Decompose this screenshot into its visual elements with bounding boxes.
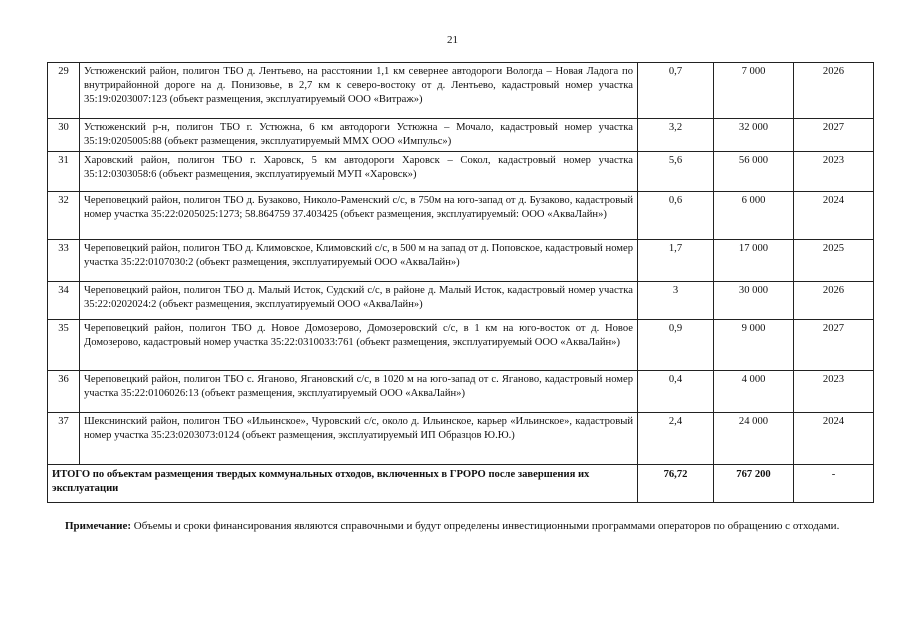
row-description: Череповецкий район, полигон ТБО с. Ягановo, Ягановский с/с, в 1020 м на юго-запад от с. Яганово, кадастровый номер участка 35:22:0106026:13 (объект размещения, эксплуатируемый ООО «АкваЛайн») xyxy=(80,370,638,412)
row-description: Череповецкий район, полигон ТБО д. Климовское, Климовский с/с, в 500 м на запад от д. Поповское, кадастровый номер участка 35:22:0107030:2 (объект размещения, эксплуатируемый ООО «АкваЛайн») xyxy=(80,239,638,281)
row-volume: 24 000 xyxy=(714,412,794,464)
table-row xyxy=(48,239,874,281)
row-number: 36 xyxy=(48,370,80,412)
row-year: 2027 xyxy=(794,319,874,370)
row-area: 3,2 xyxy=(638,119,714,152)
total-year: - xyxy=(794,464,874,502)
row-year: 2024 xyxy=(794,191,874,239)
row-area: 0,7 xyxy=(638,63,714,119)
table-body xyxy=(48,63,874,503)
footnote xyxy=(65,519,855,535)
table-row xyxy=(48,151,874,191)
row-number: 37 xyxy=(48,412,80,464)
row-volume: 17 000 xyxy=(714,239,794,281)
row-year: 2023 xyxy=(794,151,874,191)
table-row xyxy=(48,412,874,464)
row-number: 33 xyxy=(48,239,80,281)
row-number: 29 xyxy=(48,63,80,119)
row-description: Череповецкий район, полигон ТБО д. Бузаково, Николо-Раменский с/с, в 750м на юго-запад от д. Бузаково, кадастровый номер участка 35:22:0205025:1273; 58.864759 37.403425 (объект размещения, эксплуатируемый: ООО «АкваЛайн») xyxy=(80,191,638,239)
row-volume: 9 000 xyxy=(714,319,794,370)
row-area: 5,6 xyxy=(638,151,714,191)
row-description: Устюженский р-н, полигон ТБО г. Устюжна, 6 км автодороги Устюжна – Мочало, кадастровый номер участка 35:19:0205005:88 (объект размещения, эксплуатируемый ММХ ООО «Импульс») xyxy=(80,119,638,152)
row-volume: 6 000 xyxy=(714,191,794,239)
row-number: 31 xyxy=(48,151,80,191)
row-number: 30 xyxy=(48,119,80,152)
landfill-table xyxy=(47,62,874,503)
total-volume: 767 200 xyxy=(714,464,794,502)
row-volume: 7 000 xyxy=(714,63,794,119)
row-year: 2025 xyxy=(794,239,874,281)
page-number: 21 xyxy=(447,34,458,46)
row-description: Шекснинский район, полигон ТБО «Ильинское», Чуровский с/с, около д. Ильинское, карьер «Ильинское», кадастровый номер участка 35:23:0203073:0124 (объект размещения, эксплуатируемый ИП Образцов Ю.Ю.) xyxy=(80,412,638,464)
row-area: 0,6 xyxy=(638,191,714,239)
table-row xyxy=(48,370,874,412)
row-description: Череповецкий район, полигон ТБО д. Малый Исток, Судский с/с, в районе д. Малый Исток, кадастровый номер участка 35:22:0202024:2 (объект размещения, эксплуатируемый ООО «АкваЛайн») xyxy=(80,281,638,319)
row-number: 34 xyxy=(48,281,80,319)
total-row xyxy=(48,464,874,502)
row-area: 0,9 xyxy=(638,319,714,370)
table-row xyxy=(48,191,874,239)
table-row xyxy=(48,119,874,152)
footnote-label: Примечание: xyxy=(65,520,132,532)
row-volume: 56 000 xyxy=(714,151,794,191)
row-number: 32 xyxy=(48,191,80,239)
row-area: 0,4 xyxy=(638,370,714,412)
row-area: 2,4 xyxy=(638,412,714,464)
table-row xyxy=(48,281,874,319)
row-year: 2027 xyxy=(794,119,874,152)
row-year: 2024 xyxy=(794,412,874,464)
row-year: 2026 xyxy=(794,281,874,319)
row-year: 2026 xyxy=(794,63,874,119)
row-description: Череповецкий район, полигон ТБО д. Новое Домозерово, Домозеровский с/с, в 1 км на юго-восток от д. Новое Домозерово, кадастровый номер участка 35:22:0310033:761 (объект размещения, эксплуатируемый ООО «АкваЛайн») xyxy=(80,319,638,370)
footnote-text: Объемы и сроки финансирования являются справочными и будут определены инвестиционными программами операторов по обращению с отходами. xyxy=(133,520,840,532)
row-area: 3 xyxy=(638,281,714,319)
row-volume: 4 000 xyxy=(714,370,794,412)
table-row xyxy=(48,319,874,370)
row-year: 2023 xyxy=(794,370,874,412)
table-row xyxy=(48,63,874,119)
total-area: 76,72 xyxy=(638,464,714,502)
row-area: 1,7 xyxy=(638,239,714,281)
row-number: 35 xyxy=(48,319,80,370)
row-description: Устюженский район, полигон ТБО д. Лентьево, на расстоянии 1,1 км севернее автодороги Вологда – Новая Ладога по внутрирайонной дороге на д. Понизовье, в 2,7 км к северо-востоку от д. Лентьево, кадастровый номер участка 35:19:0203007:123 (объект размещения, эксплуатируемый ООО «Витраж») xyxy=(80,63,638,119)
row-volume: 32 000 xyxy=(714,119,794,152)
total-label: ИТОГО по объектам размещения твердых коммунальных отходов, включенных в ГРОРО после завершения их эксплуатации xyxy=(48,464,638,502)
row-volume: 30 000 xyxy=(714,281,794,319)
row-description: Харовский район, полигон ТБО г. Харовск, 5 км автодороги Харовск – Сокол, кадастровый номер участка 35:12:0303058:6 (объект размещения, эксплуатируемый МУП «Харовск») xyxy=(80,151,638,191)
